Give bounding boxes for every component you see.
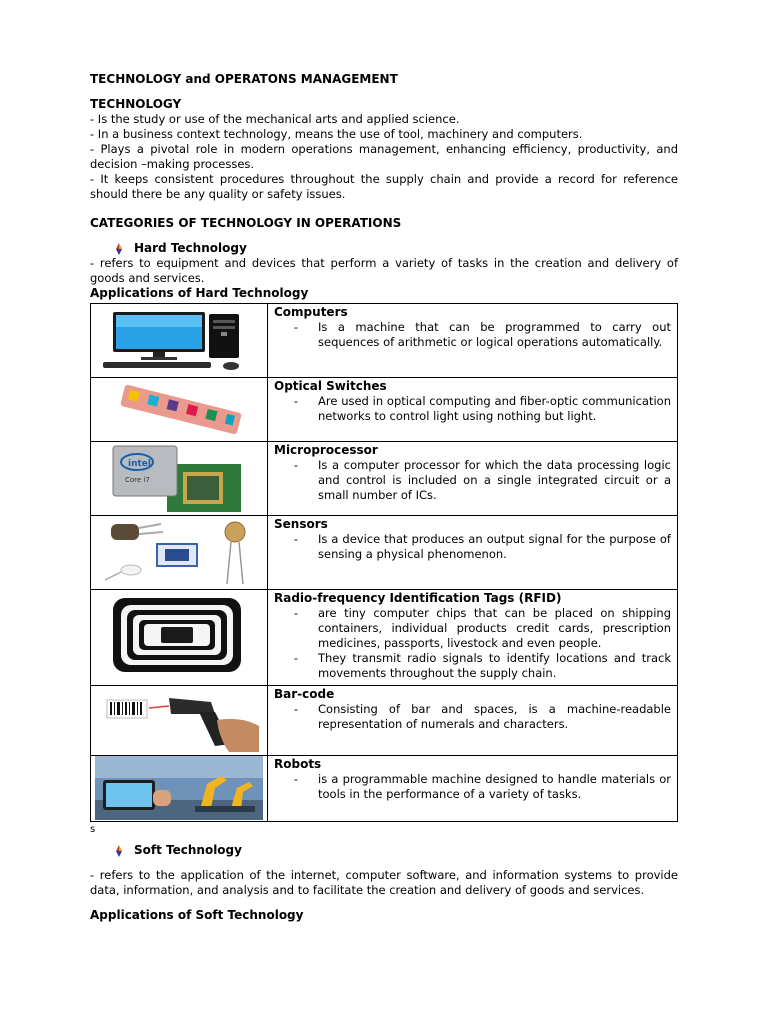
computer-image [91, 304, 268, 378]
diamond-bullet-icon [112, 242, 126, 256]
sensors-description: Is a device that produces an output signal for the purpose of sensing a physical phenomenon. [318, 532, 671, 561]
sensors-label: Sensors [274, 517, 328, 531]
robots-image [91, 756, 268, 822]
computers-description: Is a machine that can be programmed to carry out sequences of arithmetic or logical operations automatically. [318, 320, 671, 349]
table-row [91, 304, 678, 378]
svg-text:Core i7: Core i7 [125, 476, 150, 484]
table-row [91, 378, 678, 442]
optical-switches-image [91, 378, 268, 442]
technology-point: - Plays a pivotal role in modern operations management, enhancing efficiency, productivity, and decision –making processes. [90, 142, 678, 171]
technology-point: - In a business context technology, means the use of tool, machinery and computers. [90, 127, 583, 141]
robots-label: Robots [274, 757, 322, 771]
hard-technology-bullet [112, 241, 678, 256]
document-title: TECHNOLOGY and OPERATONS MANAGEMENT [90, 72, 398, 86]
svg-text:intel: intel [128, 459, 151, 469]
table-row [91, 686, 678, 756]
table-row [91, 442, 678, 516]
technology-heading: TECHNOLOGY [90, 97, 182, 111]
rfid-description-2: They transmit radio signals to identify locations and track movements throughout the supply chain. [318, 651, 671, 680]
rfid-tag-image [91, 590, 268, 686]
dash-marker: - [293, 458, 299, 472]
table-row [91, 516, 678, 590]
barcode-description: Consisting of bar and spaces, is a machine-readable representation of numerals and characters. [318, 702, 671, 731]
sensors-cell [268, 516, 678, 590]
dash-marker: - [293, 702, 299, 716]
document-page [90, 72, 678, 923]
categories-heading: CATEGORIES OF TECHNOLOGY IN OPERATIONS [90, 216, 402, 230]
technology-point: - It keeps consistent procedures throughout the supply chain and provide a record for reference should there be any quality or safety issues. [90, 172, 678, 201]
rfid-label: Radio-frequency Identification Tags (RFID) [274, 591, 562, 605]
table-row [91, 590, 678, 686]
soft-technology-bullet [112, 843, 678, 858]
microprocessor-image [91, 442, 268, 516]
dash-marker: - [293, 651, 299, 665]
optical-switches-label: Optical Switches [274, 379, 387, 393]
hard-technology-table [90, 303, 678, 822]
computers-cell [268, 304, 678, 378]
dash-marker: - [293, 532, 299, 546]
sensors-image [91, 516, 268, 590]
microprocessor-description: Is a computer processor for which the data processing logic and control is included on a single integrated circuit or a small number of ICs. [318, 458, 671, 502]
barcode-cell [268, 686, 678, 756]
barcode-scanner-image [91, 686, 268, 756]
dash-marker: - [293, 772, 299, 786]
soft-technology-definition: - refers to the application of the internet, computer software, and information systems to provide data, information, and analysis and to facilitate the creation and delivery of goods and services. [90, 868, 678, 897]
dash-marker: - [293, 394, 299, 408]
soft-technology-heading: Soft Technology [134, 843, 242, 857]
rfid-cell [268, 590, 678, 686]
soft-apps-heading: Applications of Soft Technology [90, 908, 304, 922]
robots-cell [268, 756, 678, 822]
microprocessor-label: Microprocessor [274, 443, 378, 457]
diamond-bullet-icon [112, 844, 126, 858]
technology-point: - Is the study or use of the mechanical arts and applied science. [90, 112, 460, 126]
computers-label: Computers [274, 305, 348, 319]
robots-description: is a programmable machine designed to handle materials or tools in the performance of a variety of tasks. [318, 772, 671, 801]
dash-marker: - [293, 320, 299, 334]
microprocessor-cell [268, 442, 678, 516]
stray-character: s [90, 824, 96, 835]
optical-switches-description: Are used in optical computing and fiber-optic communication networks to control light using nothing but light. [318, 394, 671, 423]
hard-technology-heading: Hard Technology [134, 241, 247, 255]
table-row [91, 756, 678, 822]
dash-marker: - [293, 606, 299, 620]
rfid-description: are tiny computer chips that can be placed on shipping containers, individual products credit cards, prescription medicines, passports, livestock and even people. [318, 606, 671, 650]
barcode-label: Bar-code [274, 687, 335, 701]
hard-apps-heading: Applications of Hard Technology [90, 286, 309, 300]
optical-switches-cell [268, 378, 678, 442]
hard-technology-definition: - refers to equipment and devices that perform a variety of tasks in the creation and delivery of goods and services. [90, 256, 678, 285]
